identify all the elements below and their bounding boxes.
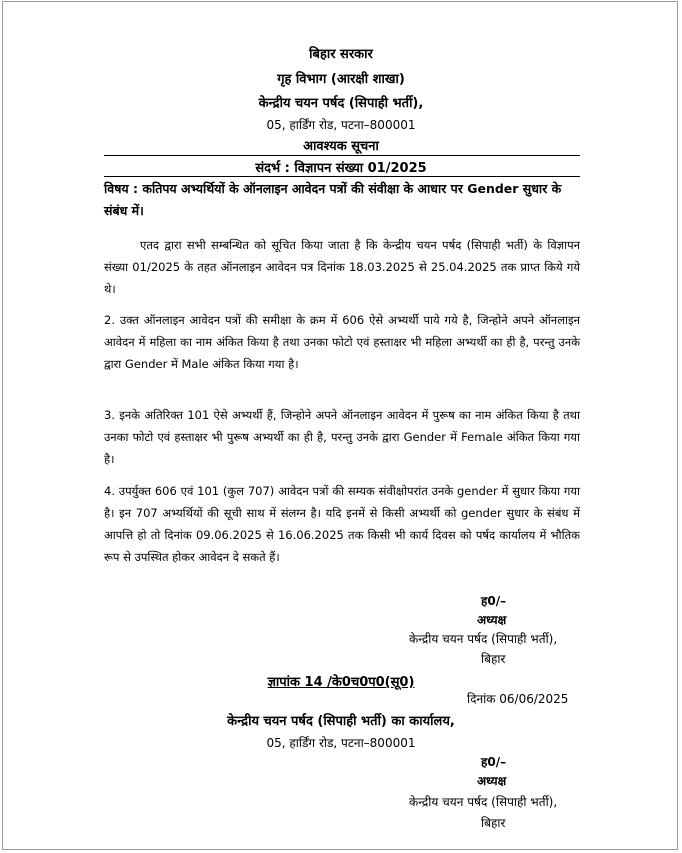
signature-2-signed: ह0/–	[481, 755, 507, 769]
signature-2-designation: अध्यक्ष	[477, 774, 507, 788]
signature-2-state: बिहार	[481, 816, 506, 830]
signature-1-signed: ह0/–	[481, 594, 507, 608]
paragraph-4: 4. उपर्युक्त 606 एवं 101 (कुल 707) आवेदन पत्रों की सम्यक संवीक्षोपरांत उनके gender में सुधार किया गया है। इन 707 अभ्यर्थियों की सूची साथ में संलग्न है। यदि इनमें से किसी अभ्यर्थी को gender सुधार के संबंध में आपत्ति हो तो दिनांक 09.06.2025 से 16.06.2025 तक किसी भी कार्य दिवस को पर्षद कार्यालय में भौतिक रूप से उपस्थित होकर आवेदन दे सकते हैं।	[104, 484, 580, 564]
paragraph-1: एतद द्वारा सभी सम्बन्धित को सूचित किया जाता है कि केन्द्रीय चयन पर्षद (सिपाही भर्ती) के विज्ञापन संख्या 01/2025 के तहत ऑनलाइन आवेदन पत्र दिनांक 18.03.2025 से 25.04.2025 तक प्राप्त किये गये थे।	[104, 238, 580, 296]
memo-number: ज्ञापांक 14 /के0च0प0(सू0)	[267, 675, 415, 690]
memo-address: 05, हार्डिंग रोड, पटना–800001	[266, 736, 416, 750]
signature-1-org: केन्द्रीय चयन पर्षद (सिपाही भर्ती),	[409, 632, 558, 646]
notice-title: आवश्यक सूचना	[303, 139, 379, 154]
signature-1-state: बिहार	[481, 652, 506, 666]
paragraph-3: 3. इनके अतिरिक्त 101 ऐसे अभ्यर्थी हैं, जिन्होने अपने ऑनलाइन आवेदन में पुरूष का नाम अंकित किया है तथा उनका फोटो एवं हस्ताक्षर भी पुरूष अभ्यर्थी का ही है, परन्तु उनके द्वारा Gender में Female अंकित किया गया है।	[104, 408, 580, 466]
memo-date: दिनांक 06/06/2025	[467, 692, 569, 706]
header-address: 05, हार्डिंग रोड, पटना–800001	[266, 118, 416, 132]
header-government: बिहार सरकार	[309, 47, 373, 62]
divider-top	[104, 155, 580, 156]
header-department: गृह विभाग (आरक्षी शाखा)	[277, 72, 405, 87]
subject-line: विषय : कतिपय अभ्यर्थियों के ऑनलाइन आवेदन पत्रों की संवीक्षा के आधार पर Gender सुधार के संबंध में।	[104, 181, 562, 218]
signature-1-designation: अध्यक्ष	[477, 613, 507, 627]
paragraph-2: 2. उक्त ऑनलाइन आवेदन पत्रों की समीक्षा के क्रम में 606 ऐसे अभ्यर्थी पाये गये है, जिन्होने अपने ऑनलाइन आवेदन में महिला का नाम अंकित किया है तथा उनका फोटो एवं हस्ताक्षर भी महिला अभ्यर्थी का ही है, परन्तु उनके द्वारा Gender में Male अंकित किया गया है।	[104, 313, 580, 371]
header-board: केन्द्रीय चयन पर्षद (सिपाही भर्ती),	[258, 96, 424, 111]
reference-line: संदर्भ : विज्ञापन संख्या 01/2025	[255, 161, 427, 176]
divider-bottom	[104, 176, 580, 177]
signature-2-org: केन्द्रीय चयन पर्षद (सिपाही भर्ती),	[409, 795, 558, 809]
memo-office: केन्द्रीय चयन पर्षद (सिपाही भर्ती) का कार्यालय,	[227, 714, 455, 729]
